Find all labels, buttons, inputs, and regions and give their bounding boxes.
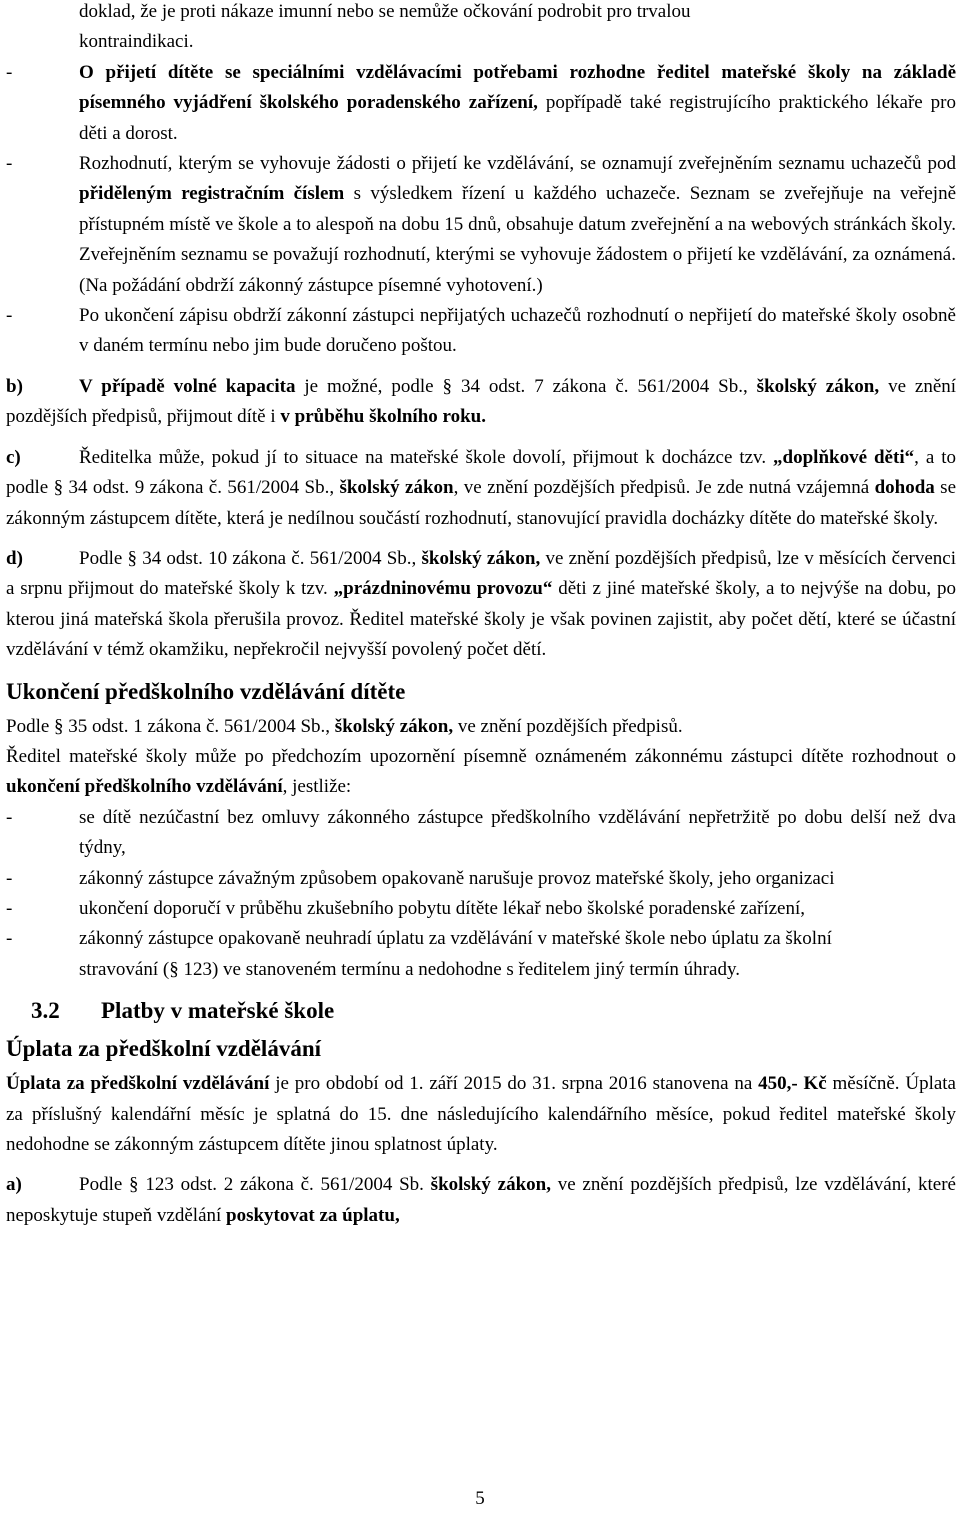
paragraph-continuation: doklad, že je proti nákaze imunní nebo se nemůže očkování podrobit pro trvalou kontraindikaci. — [79, 1, 691, 53]
paragraph-director: Ředitel mateřské školy může po předchozím upozornění písemně oznámeném zákonnému zástupci dítěte rozhodnout o ukončení předškolního vzdělávání, jestliže: — [6, 745, 956, 798]
list-item: - se dítě nezúčastní bez omluvy zákonného zástupce předškolního vzdělávání nepřetržitě po dobu delší než dva týdny, — [6, 806, 956, 859]
list-item: - zákonný zástupce opakovaně neuhradí úplatu za vzdělávání v mateřské škole nebo úplatu za školní stravování (§ 123) ve stanoveném termínu a nedohodne s ředitelem jiný termín úhrady. — [6, 928, 832, 980]
list-item: - ukončení doporučí v průběhu zkušebního pobytu dítěte lékař nebo školské poradenské zařízení, — [6, 897, 806, 919]
list-item: - zákonný zástupce závažným způsobem opakovaně narušuje provoz mateřské školy, jeho organizaci — [6, 867, 835, 889]
paragraph-a: a) Podle § 123 odst. 2 zákona č. 561/2004 Sb. školský zákon, ve znění pozdějších předpisů, lze vzdělávání, které neposkytuje stupeň vzdělání poskytovat za úplatu, — [6, 1174, 956, 1226]
paragraph-uplata: Úplata za předškolní vzdělávání je pro období od 1. září 2015 do 31. srpna 2016 stanovena na 450,- Kč měsíčně. Úplata za příslušný kalendářní měsíc je splatná do 15. dne následujícího kalendářního měsíce, pokud ředitel mateřské školy nedohodne se zákonným zástupcem dítěte jinou splatnost úplaty. — [6, 1073, 956, 1155]
document-page — [6, 0, 956, 1231]
paragraph-c: c) Ředitelka může, pokud jí to situace na mateřské škole dovolí, přijmout k docházce tzv. „doplňkové děti“, a to podle § 34 odst. 9 zákona č. 561/2004 Sb., školský zákon, ve znění pozdějších předpisů. Je zde nutná vzájemná dohoda se zákonným zástupcem dítěte, která je nedílnou součástí rozhodnutí, stanovující pravidla docházky dítěte do mateřské školy. — [6, 446, 956, 529]
list-item: - Po ukončení zápisu obdrží zákonní zástupci nepřijatých uchazečů rozhodnutí o nepřijetí do mateřské školy osobně v daném termínu nebo jim bude doručeno poštou. — [6, 305, 956, 357]
section-heading-uplata: Úplata za předškolní vzdělávání — [6, 1036, 322, 1062]
list-item: - Rozhodnutí, kterým se vyhovuje žádosti o přijetí ke vzdělávání, se oznamují zveřejněním seznamu uchazečů pod přiděleným registračním číslem s výsledkem řízení u každého uchazeče. Seznam se zveřejňuje na veřejně přístupném místě ve škole a to alespoň na dobu 15 dnů, obsahuje datum zveřejnění a na webových stránkách školy. Zveřejněním seznamu se považují rozhodnutí, kterými se vyhovuje žádostem o přijetí ke vzdělávání, za oznámená. (Na požádání obdrží zákonný zástupce písemné vyhotovení.) — [6, 153, 957, 296]
paragraph-legal-basis: Podle § 35 odst. 1 zákona č. 561/2004 Sb., školský zákon, ve znění pozdějších předpisů. — [6, 715, 683, 737]
list-item: - O přijetí dítěte se speciálními vzdělávacími potřebami rozhodne ředitel mateřské školy na základě písemného vyjádření školského poradenského zařízení, popřípadě také registrujícího praktického lékaře pro děti a dorost. — [6, 61, 957, 144]
section-heading-platby: 3.2 Platby v mateřské škole — [31, 998, 335, 1024]
paragraph-d: d) Podle § 34 odst. 10 zákona č. 561/2004 Sb., školský zákon, ve znění pozdějších předpisů, lze v měsících červenci a srpnu přijmout do mateřské školy k tzv. „prázdninovému provozu“ děti z jiné mateřské školy, a to nejvýše na dobu, po kterou jiná mateřská škola přerušila provoz. Ředitel mateřské školy je však povinen zajistit, aby počet dětí, které se účastní vzdělávání v témž okamžiku, nepřekročil nejvyšší povolený počet dětí. — [6, 547, 956, 661]
paragraph-b: b) V případě volné kapacita je možné, podle § 34 odst. 7 zákona č. 561/2004 Sb., školský zákon, ve znění pozdějších předpisů, přijmout dítě i v průběhu školního roku. — [6, 375, 957, 428]
page-number: 5 — [475, 1488, 485, 1509]
section-heading-ukonceni: Ukončení předškolního vzdělávání dítěte — [6, 678, 406, 704]
